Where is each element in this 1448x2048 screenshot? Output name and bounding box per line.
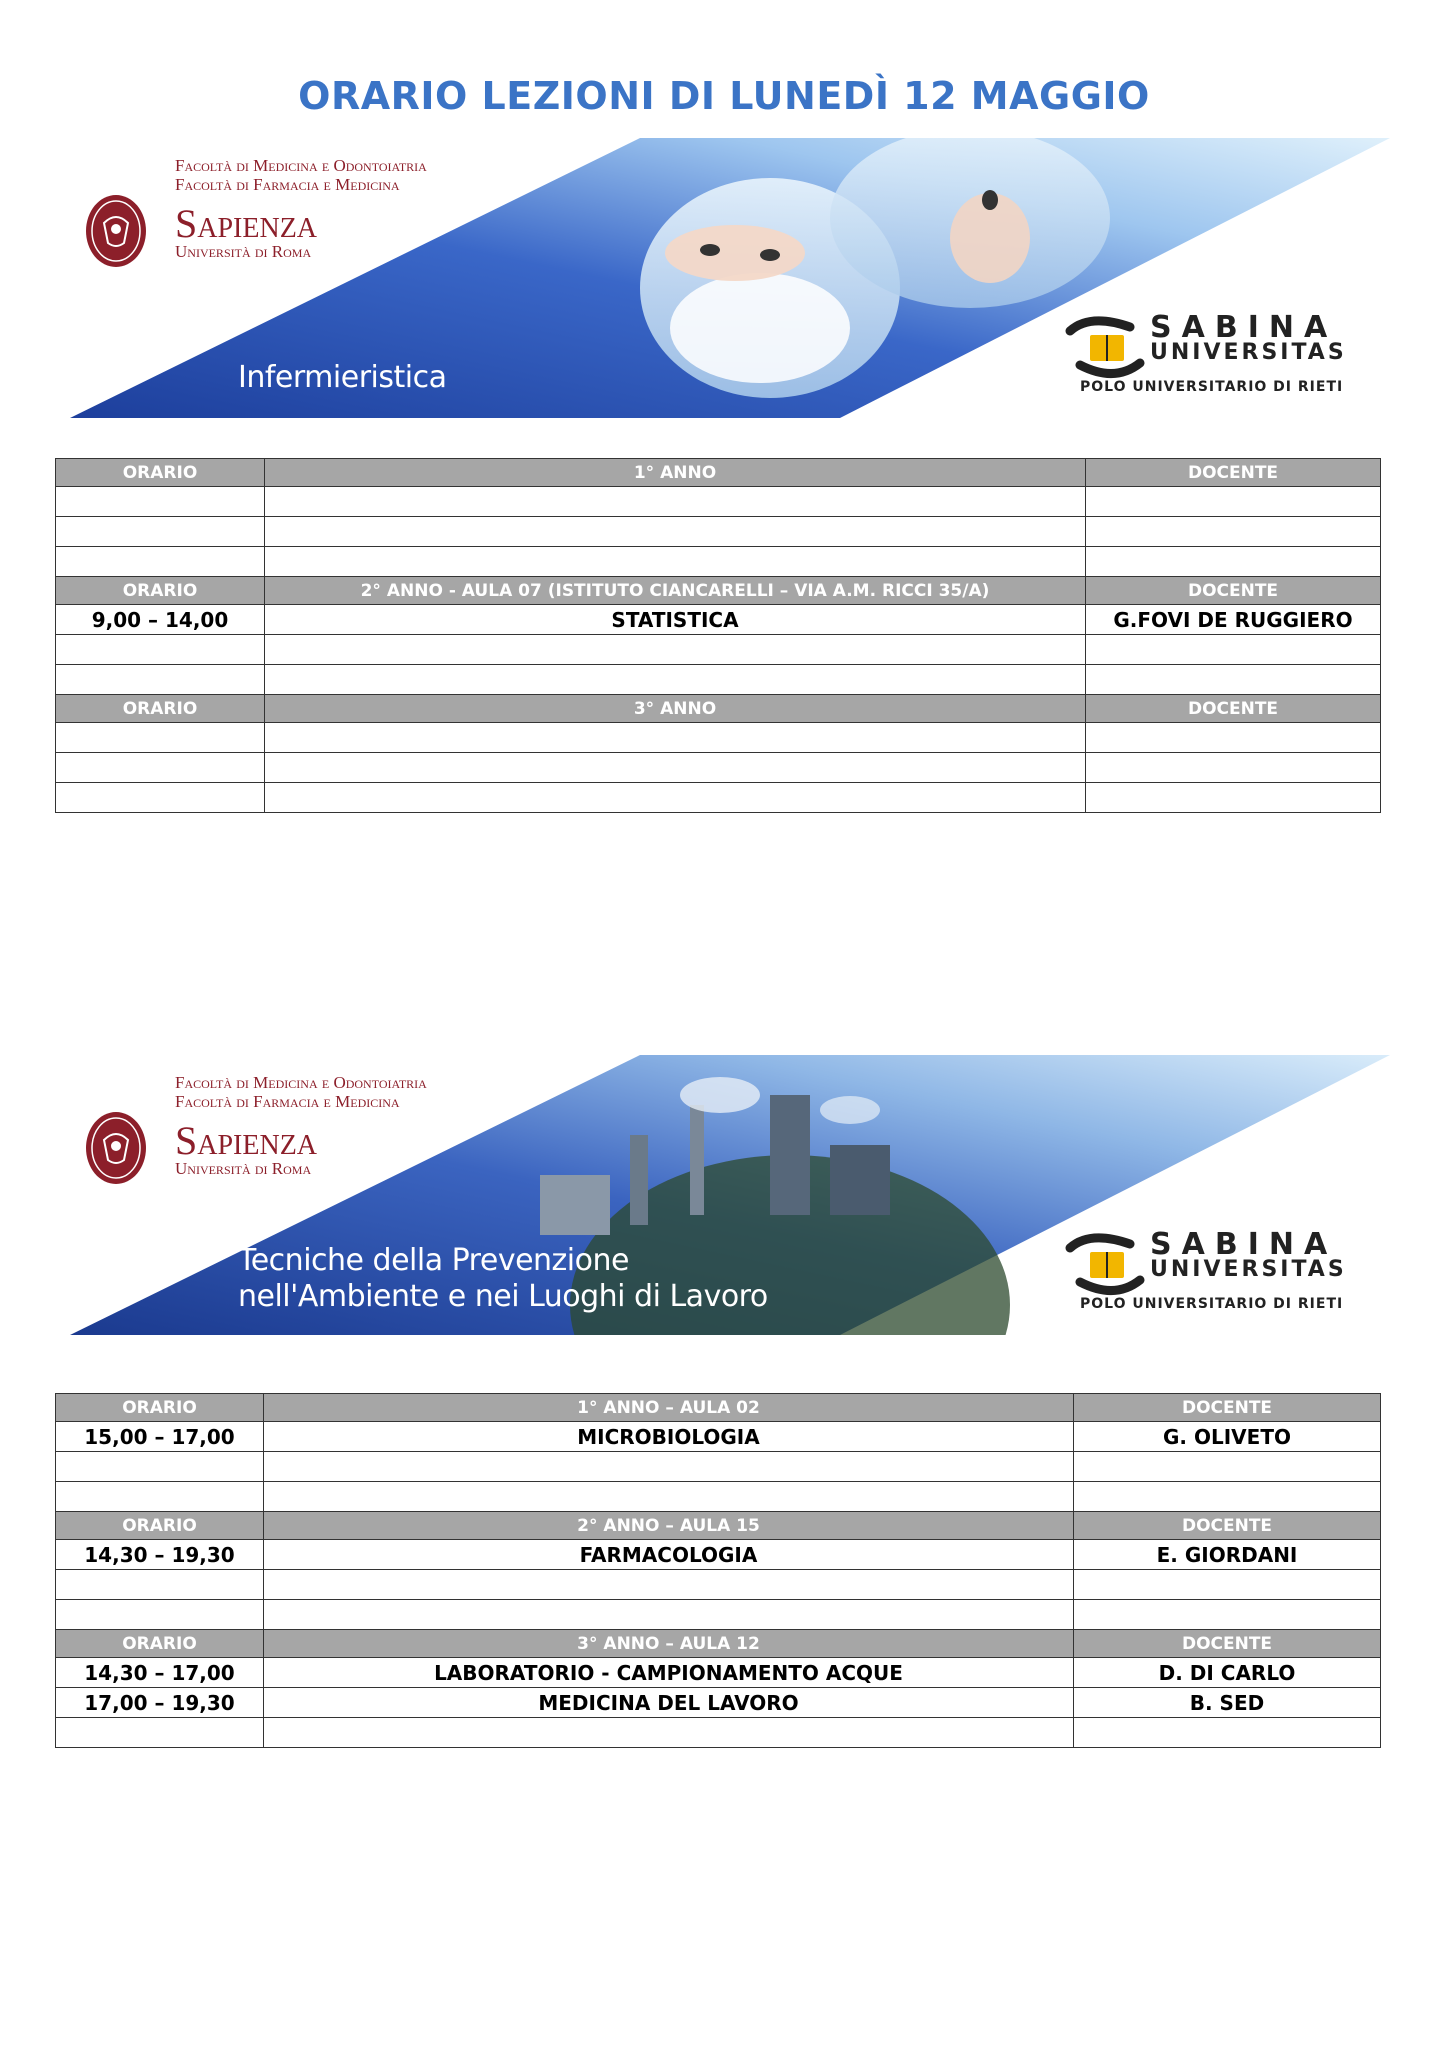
table-header-row: [56, 695, 1381, 723]
cell-time: [56, 1482, 264, 1512]
header-year: 2° ANNO - AULA 07 (ISTITUTO CIANCARELLI – VIA A.M. RICCI 35/A): [265, 577, 1086, 605]
table-row: [56, 753, 1381, 783]
cell-time: 17,00 – 19,30: [56, 1688, 264, 1718]
header-year: 1° ANNO – AULA 02: [264, 1394, 1074, 1422]
cell-teacher: D. DI CARLO: [1074, 1658, 1381, 1688]
sabina-polo: POLO UNIVERSITARIO DI RIETI: [1080, 1296, 1344, 1312]
table-row: [56, 1422, 1381, 1452]
sabina-title: SABINA: [1150, 1227, 1338, 1262]
sabina-book-icon: [1060, 1230, 1150, 1300]
cell-time: [56, 635, 265, 665]
cell-time: [56, 1452, 264, 1482]
header-year: 2° ANNO – AULA 15: [264, 1512, 1074, 1540]
sapienza-logo-text: Sapienza: [175, 201, 318, 246]
faculty-line-2: Facoltà di Farmacia e Medicina: [175, 1092, 400, 1111]
table-row: [56, 1600, 1381, 1630]
header-time: ORARIO: [56, 1512, 264, 1540]
cell-time: 14,30 – 19,30: [56, 1540, 264, 1570]
header-time: ORARIO: [56, 1630, 264, 1658]
cell-subject: [265, 547, 1086, 577]
header-time: ORARIO: [56, 577, 265, 605]
cell-time: [56, 487, 265, 517]
table-row: [56, 1688, 1381, 1718]
header-teacher: DOCENTE: [1074, 1394, 1381, 1422]
table-row: [56, 1658, 1381, 1688]
banner-tecniche-prevenzione: [70, 1055, 1390, 1335]
header-teacher: DOCENTE: [1086, 695, 1381, 723]
header-time: ORARIO: [56, 459, 265, 487]
sabina-universitas-logo: [1060, 310, 1360, 403]
course-name-line-2: nell'Ambiente e nei Luoghi di Lavoro: [238, 1279, 768, 1314]
cell-subject: [264, 1452, 1074, 1482]
table-row: [56, 635, 1381, 665]
cell-teacher: G. OLIVETO: [1074, 1422, 1381, 1452]
cell-time: [56, 1600, 264, 1630]
page-title: ORARIO LEZIONI DI LUNEDÌ 12 MAGGIO: [298, 74, 1150, 118]
header-year: 3° ANNO – AULA 12: [264, 1630, 1074, 1658]
table-row: [56, 547, 1381, 577]
header-time: ORARIO: [56, 1394, 264, 1422]
cell-subject: [265, 517, 1086, 547]
cell-teacher: G.FOVI DE RUGGIERO: [1086, 605, 1381, 635]
cell-subject: [265, 665, 1086, 695]
sabina-subtitle: UNIVERSITAS: [1150, 1257, 1347, 1282]
table-row: [56, 665, 1381, 695]
cell-teacher: [1086, 635, 1381, 665]
schedule-table-tecniche-prevenzione: [55, 1393, 1381, 1748]
sabina-polo: POLO UNIVERSITARIO DI RIETI: [1080, 379, 1344, 395]
cell-subject: [265, 753, 1086, 783]
cell-time: 14,30 – 17,00: [56, 1658, 264, 1688]
sabina-book-icon: [1060, 313, 1150, 383]
cell-time: [56, 517, 265, 547]
table-row: [56, 605, 1381, 635]
university-name: Università di Roma: [175, 242, 312, 261]
table-row: [56, 723, 1381, 753]
cell-teacher: E. GIORDANI: [1074, 1540, 1381, 1570]
table-row: [56, 1718, 1381, 1748]
sabina-subtitle: UNIVERSITAS: [1150, 340, 1347, 365]
cell-teacher: [1086, 665, 1381, 695]
cell-teacher: B. SED: [1074, 1688, 1381, 1718]
sapienza-seal-icon: [84, 1110, 148, 1186]
cell-time: [56, 1718, 264, 1748]
header-year: 1° ANNO: [265, 459, 1086, 487]
cell-subject: MICROBIOLOGIA: [264, 1422, 1074, 1452]
header-teacher: DOCENTE: [1074, 1630, 1381, 1658]
cell-time: [56, 665, 265, 695]
cell-time: 15,00 – 17,00: [56, 1422, 264, 1452]
course-name: Infermieristica: [238, 360, 447, 395]
table-row: [56, 1452, 1381, 1482]
cell-subject: [264, 1600, 1074, 1630]
cell-teacher: [1074, 1452, 1381, 1482]
table-row: [56, 517, 1381, 547]
cell-subject: [264, 1570, 1074, 1600]
table-header-row: [56, 577, 1381, 605]
cell-teacher: [1074, 1482, 1381, 1512]
sapienza-seal-icon: [84, 193, 148, 269]
header-year: 3° ANNO: [265, 695, 1086, 723]
table-header-row: [56, 1630, 1381, 1658]
course-name-line-1: Tecniche della Prevenzione: [238, 1243, 629, 1278]
cell-teacher: [1086, 487, 1381, 517]
cell-time: [56, 753, 265, 783]
sabina-title: SABINA: [1150, 310, 1338, 345]
table-row: [56, 1540, 1381, 1570]
faculty-line-1: Facoltà di Medicina e Odontoiatria: [175, 156, 427, 175]
table-row: [56, 1570, 1381, 1600]
cell-subject: [265, 487, 1086, 517]
header-teacher: DOCENTE: [1086, 577, 1381, 605]
header-teacher: DOCENTE: [1074, 1512, 1381, 1540]
schedule-table-infermieristica: [55, 458, 1381, 813]
cell-subject: FARMACOLOGIA: [264, 1540, 1074, 1570]
cell-subject: [265, 723, 1086, 753]
faculty-line-1: Facoltà di Medicina e Odontoiatria: [175, 1073, 427, 1092]
faculty-line-2: Facoltà di Farmacia e Medicina: [175, 175, 400, 194]
cell-subject: MEDICINA DEL LAVORO: [264, 1688, 1074, 1718]
cell-time: [56, 547, 265, 577]
cell-subject: LABORATORIO - CAMPIONAMENTO ACQUE: [264, 1658, 1074, 1688]
cell-teacher: [1074, 1718, 1381, 1748]
university-name: Università di Roma: [175, 1159, 312, 1178]
cell-subject: [265, 635, 1086, 665]
cell-teacher: [1074, 1570, 1381, 1600]
sapienza-logo-text: Sapienza: [175, 1118, 318, 1163]
table-header-row: [56, 1394, 1381, 1422]
cell-time: [56, 723, 265, 753]
table-row: [56, 783, 1381, 813]
cell-teacher: [1086, 783, 1381, 813]
cell-teacher: [1074, 1600, 1381, 1630]
table-header-row: [56, 1512, 1381, 1540]
cell-subject: [264, 1482, 1074, 1512]
table-row: [56, 487, 1381, 517]
cell-subject: [265, 783, 1086, 813]
cell-time: [56, 1570, 264, 1600]
cell-teacher: [1086, 753, 1381, 783]
cell-time: 9,00 – 14,00: [56, 605, 265, 635]
header-time: ORARIO: [56, 695, 265, 723]
table-row: [56, 1482, 1381, 1512]
banner-infermieristica: [70, 138, 1390, 418]
cell-subject: STATISTICA: [265, 605, 1086, 635]
sabina-universitas-logo: [1060, 1227, 1360, 1320]
cell-teacher: [1086, 723, 1381, 753]
cell-time: [56, 783, 265, 813]
cell-subject: [264, 1718, 1074, 1748]
cell-teacher: [1086, 517, 1381, 547]
cell-teacher: [1086, 547, 1381, 577]
table-header-row: [56, 459, 1381, 487]
header-teacher: DOCENTE: [1086, 459, 1381, 487]
